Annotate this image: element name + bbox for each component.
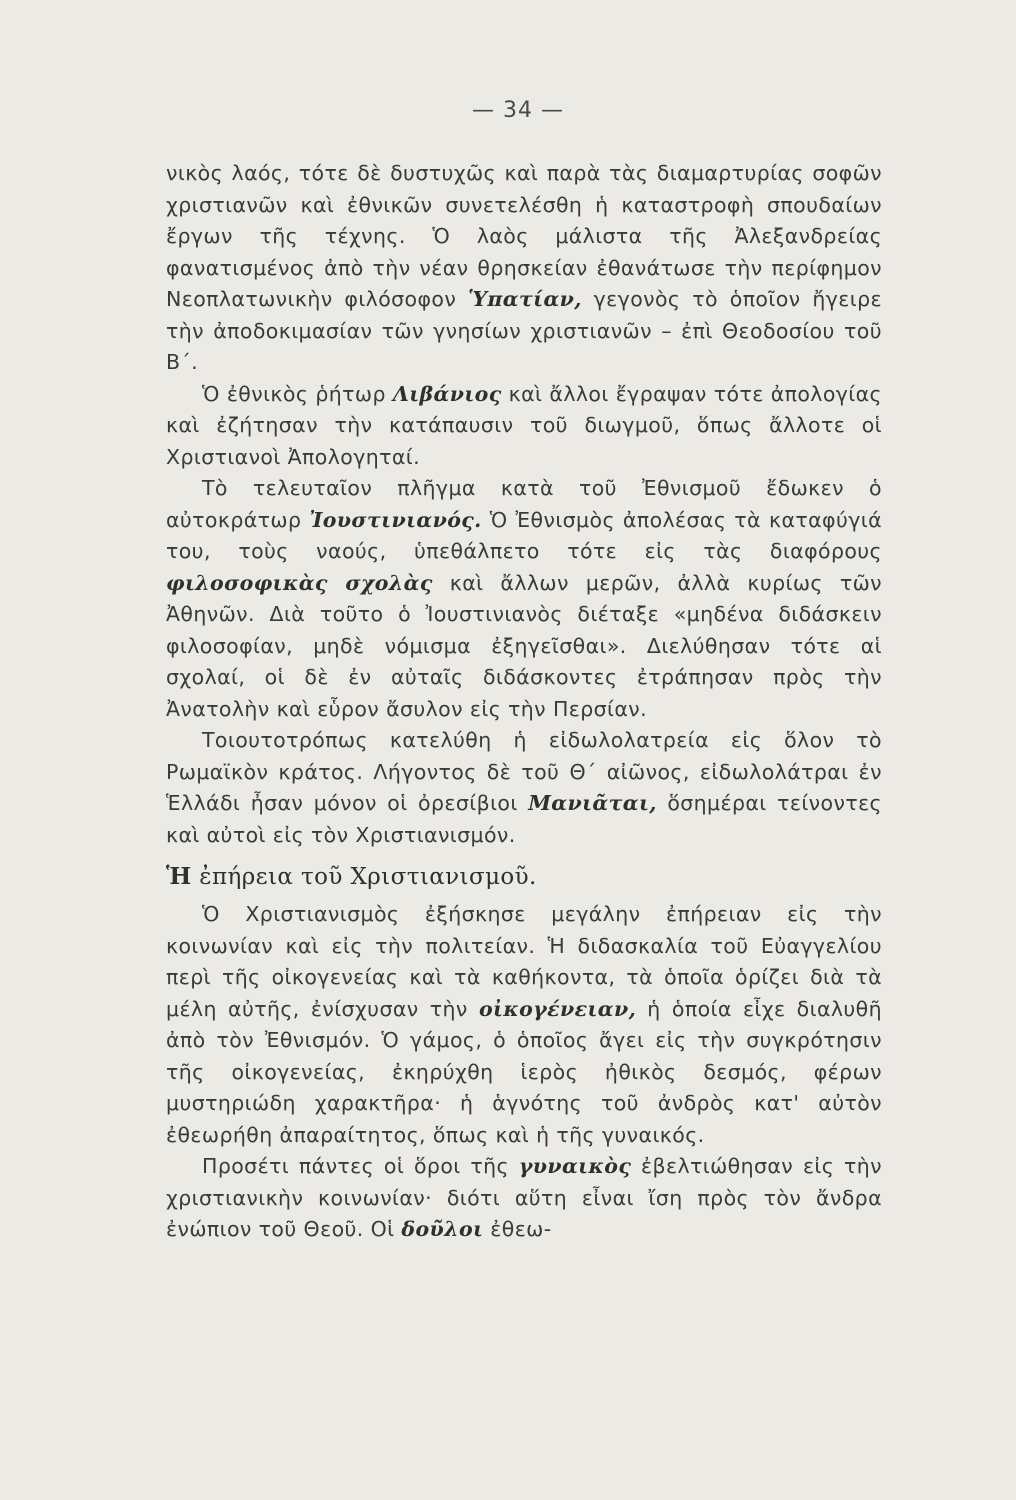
paragraph-6-text-c: ἐθεω- — [483, 1217, 552, 1241]
paragraph-3 — [166, 473, 882, 725]
paragraph-1-text-b: γεγονὸς τὸ ὁποῖον ἤγειρε τὴν ἀποδοκιμασίαν τῶν γνησίων χριστιανῶν – ἐπὶ Θεοδοσίου τοῦ Β΄. — [166, 287, 882, 374]
emphasis-libanios: Λιβάνιος — [392, 381, 502, 406]
section-heading-rest: ἐπήρεια τοῦ Χριστιανισμοῦ. — [191, 864, 537, 890]
body-text — [166, 158, 882, 1246]
paragraph-3-text-c: καὶ ἄλλων μερῶν, ἀλλὰ κυρίως τῶν Ἀθηνῶν. Διὰ τοῦτο ὁ Ἰουστινιανὸς διέταξε «μηδένα διδάσκειν φιλοσοφίαν, μηδὲ νόμισμα ἐξηγεῖσθαι». Διελύθησαν τότε αἱ σχολαί, οἱ δὲ ἐν αὐταῖς διδάσκοντες ἐτράπησαν πρὸς τὴν Ἀνατολὴν καὶ εὗρον ἄσυλον εἰς τὴν Περσίαν. — [166, 570, 882, 721]
paragraph-5-text-b: ἡ ὁποία εἶχε διαλυθῆ ἀπὸ τὸν Ἐθνισμόν. Ὁ γάμος, ὁ ὁποῖος ἄγει εἰς τὴν συγκρότησιν τῆς οἰκογενείας, ἐκηρύχθη ἱερὸς ἠθικὸς δεσμός, φέρων μυστηριώδη χαρακτῆρα· ἡ ἁγνότης τοῦ ἀνδρὸς κατ' αὐτὸν ἐθεωρήθη ἀπαραίτητος, ὅπως καὶ ἡ τῆς γυναικός. — [166, 996, 882, 1147]
emphasis-hypatia: Ὑπατίαν, — [468, 287, 582, 311]
paragraph-5 — [166, 899, 882, 1151]
page-number: — 34 — — [472, 98, 564, 123]
paragraph-4 — [166, 725, 882, 851]
paragraph-4-text-b: ὅσημέραι τείνοντες καὶ αὐτοὶ εἰς τὸν Χριστιανισμόν. — [166, 791, 882, 847]
paragraph-2-text-a: Ὁ ἐθνικὸς ῥήτωρ — [202, 381, 393, 406]
paragraph-1-text-a: νικὸς λαός, τότε δὲ δυστυχῶς καὶ παρὰ τὰς διαμαρτυρίας σοφῶν χριστιανῶν καὶ ἐθνικῶν συνετελέσθη ἡ καταστροφὴ σπουδαίων ἔργων τῆς τέχνης. Ὁ λαὸς μάλιστα τῆς Ἀλεξανδρείας φανατισμένος ἀπὸ τὴν νέαν θρησκείαν ἐθανάτωσε τὴν περίφημον Νεοπλατωνικὴν φιλόσοφον — [166, 161, 882, 311]
paragraph-3-text-b: Ὁ Ἐθνισμὸς ἀπολέσας τὰ καταφύγιά του, τοὺς ναούς, ὑπεθάλπετο τότε εἰς τὰς διαφόρους — [166, 507, 883, 563]
paragraph-2-text-b: καὶ ἄλλοι ἔγραψαν τότε ἀπολογίας καὶ ἐζήτησαν τὴν κατάπαυσιν τοῦ διωγμοῦ, ὅπως ἄλλοτε οἱ Χριστιανοὶ Ἀπολογηταί. — [166, 381, 882, 469]
paragraph-4-text-a: Τοιουτοτρόπως κατελύθη ἡ εἰδωλολατρεία εἰς ὅλον τὸ Ρωμαϊκὸν κράτος. Λήγοντος δὲ τοῦ Θ΄ αἰῶνος, εἰδωλολάτραι ἐν Ἑλλάδι ἦσαν μόνον οἱ ὀρεσίβιοι — [166, 728, 882, 815]
paragraph-1 — [166, 158, 882, 379]
emphasis-family: οἰκογένειαν, — [478, 996, 637, 1021]
paragraph-2 — [166, 379, 882, 474]
paragraph-6-text-a: Προσέτι πάντες οἱ ὅροι τῆς — [202, 1154, 519, 1178]
emphasis-philosophical-schools: φιλοσοφικὰς σχολὰς — [166, 570, 433, 595]
emphasis-justinian: Ἰουστινιανός. — [309, 507, 482, 532]
paragraph-5-text-a: Ὁ Χριστιανισμὸς ἐξήσκησε μεγάλην ἐπήρειαν εἰς τὴν κοινωνίαν καὶ εἰς τὴν πολιτείαν. Ἡ διδασκαλία τοῦ Εὐαγγελίου περὶ τῆς οἰκογενείας καὶ τὰ καθήκοντα, τὰ ὁποῖα ὁρίζει διὰ τὰ μέλη αὐτῆς, ἐνίσχυσαν τὴν — [166, 902, 882, 1021]
section-heading-lead: Ἡ — [166, 863, 192, 890]
paragraph-6-text-b: ἐβελτιώθησαν εἰς τὴν χριστιανικὴν κοινωνίαν· διότι αὕτη εἶναι ἴση πρὸς τὸν ἄνδρα ἐνώπιον τοῦ Θεοῦ. Οἱ — [166, 1154, 882, 1241]
paragraph-3-text-a: Τὸ τελευταῖον πλῆγμα κατὰ τοῦ Ἐθνισμοῦ ἔδωκεν ὁ αὐτοκράτωρ — [166, 476, 882, 532]
paragraph-6 — [166, 1151, 882, 1246]
emphasis-woman: γυναικὸς — [518, 1154, 632, 1178]
emphasis-slaves: δοῦλοι — [401, 1217, 484, 1241]
section-heading — [166, 861, 882, 893]
emphasis-maniates: Μανιᾶται, — [528, 791, 657, 815]
